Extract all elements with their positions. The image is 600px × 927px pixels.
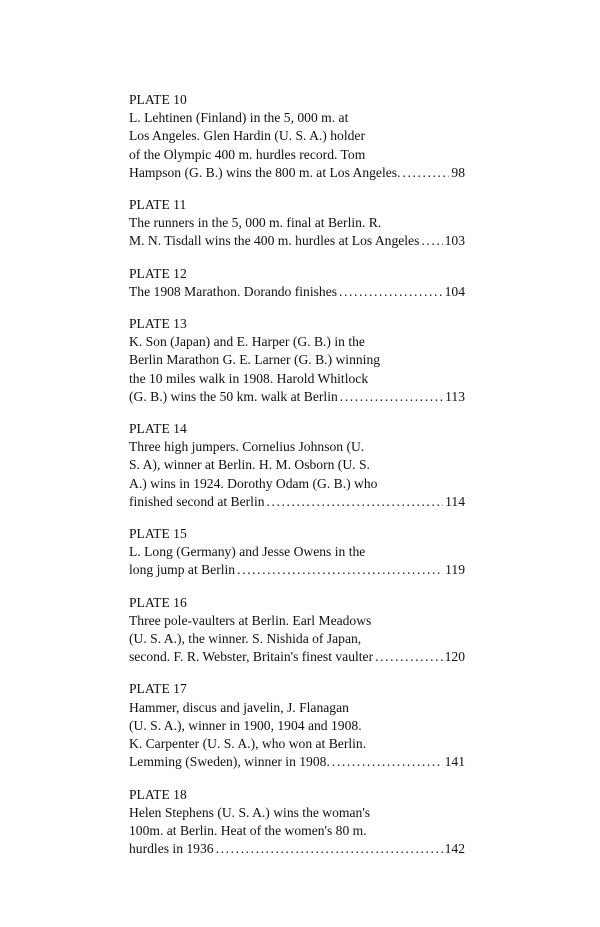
dot-leader <box>267 493 444 511</box>
page-number: 120 <box>444 649 465 665</box>
caption-line: of the Olympic 400 m. hurdles record. Tom <box>129 146 366 162</box>
caption-line: Los Angeles. Glen Hardin (U. S. A.) holder <box>129 128 365 144</box>
caption-last-line <box>129 388 465 406</box>
caption-last-line <box>129 232 465 250</box>
caption-line: K. Son (Japan) and E. Harper (G. B.) in the <box>129 334 365 350</box>
caption-line: Berlin Marathon G. E. Larner (G. B.) winning <box>129 352 381 368</box>
caption-last-line <box>129 648 465 666</box>
caption-line: long jump at Berlin <box>129 562 236 578</box>
caption-last-line <box>129 753 465 771</box>
caption-last-line <box>129 561 465 579</box>
page-number: 104 <box>444 283 465 299</box>
plate-heading: PLATE 14 <box>129 421 187 437</box>
plate-heading: PLATE 12 <box>129 265 187 281</box>
dot-leader <box>402 164 449 182</box>
plate-entry <box>129 525 465 580</box>
plate-entry <box>129 265 465 301</box>
dot-leader <box>216 840 443 858</box>
caption-line: Lemming (Sweden), winner in 1908. <box>129 754 330 770</box>
list-of-plates <box>129 91 465 872</box>
plate-heading: PLATE 11 <box>129 197 187 213</box>
caption-line: K. Carpenter (U. S. A.), who won at Berlin. <box>129 736 367 752</box>
page-number: 141 <box>444 754 465 770</box>
caption-line: A.) wins in 1924. Dorothy Odam (G. B.) who <box>129 475 378 491</box>
caption-last-line <box>129 840 465 858</box>
caption-line: The runners in the 5, 000 m. final at Berlin. R. <box>129 215 382 231</box>
page-number: 103 <box>444 233 465 249</box>
caption-line: L. Long (Germany) and Jesse Owens in the <box>129 544 366 560</box>
caption-last-line <box>129 493 465 511</box>
page-number: 113 <box>445 388 465 404</box>
dot-leader <box>237 561 443 579</box>
caption-line: 100m. at Berlin. Heat of the women's 80 m. <box>129 822 367 838</box>
caption-line: Hampson (G. B.) wins the 800 m. at Los Angeles. <box>129 164 401 180</box>
caption-line: the 10 miles walk in 1908. Harold Whitlock <box>129 370 369 386</box>
caption-line: hurdles in 1936 <box>129 841 214 857</box>
plate-heading: PLATE 13 <box>129 316 187 332</box>
plate-entry <box>129 786 465 859</box>
dot-leader <box>339 283 443 301</box>
plate-entry <box>129 196 465 251</box>
dot-leader <box>340 388 443 406</box>
page-number: 114 <box>445 493 465 509</box>
dot-leader <box>421 232 442 250</box>
caption-line: Hammer, discus and javelin, J. Flanagan <box>129 699 349 715</box>
caption-line: M. N. Tisdall wins the 400 m. hurdles at Los Angeles <box>129 233 420 249</box>
caption-last-line <box>129 283 465 301</box>
caption-line: second. F. R. Webster, Britain's finest vaulter <box>129 649 374 665</box>
caption-line: (U. S. A.), winner in 1900, 1904 and 1908. <box>129 717 362 733</box>
page-number: 119 <box>445 562 465 578</box>
plate-entry <box>129 315 465 406</box>
plate-heading: PLATE 10 <box>129 92 187 107</box>
plate-entry <box>129 91 465 182</box>
caption-line: S. A), winner at Berlin. H. M. Osborn (U. S. <box>129 457 370 473</box>
plate-heading: PLATE 18 <box>129 786 187 802</box>
plate-heading: PLATE 15 <box>129 526 187 542</box>
caption-line: (G. B.) wins the 50 km. walk at Berlin <box>129 388 338 404</box>
caption-line: The 1908 Marathon. Dorando finishes <box>129 283 338 299</box>
plate-entry <box>129 594 465 667</box>
caption-line: L. Lehtinen (Finland) in the 5, 000 m. at <box>129 110 349 126</box>
plate-entry <box>129 420 465 511</box>
page-number: 142 <box>444 841 465 857</box>
dot-leader <box>375 648 442 666</box>
caption-line: Three pole-vaulters at Berlin. Earl Meadows <box>129 612 372 628</box>
page-number: 98 <box>451 164 465 180</box>
plate-entry <box>129 680 465 771</box>
caption-line: (U. S. A.), the winner. S. Nishida of Japan, <box>129 631 362 647</box>
caption-last-line <box>129 164 465 182</box>
dot-leader <box>332 753 443 771</box>
plate-heading: PLATE 17 <box>129 681 187 697</box>
caption-line: Helen Stephens (U. S. A.) wins the woman's <box>129 804 371 820</box>
caption-line: Three high jumpers. Cornelius Johnson (U. <box>129 439 365 455</box>
caption-line: finished second at Berlin <box>129 493 265 509</box>
plate-heading: PLATE 16 <box>129 594 187 610</box>
